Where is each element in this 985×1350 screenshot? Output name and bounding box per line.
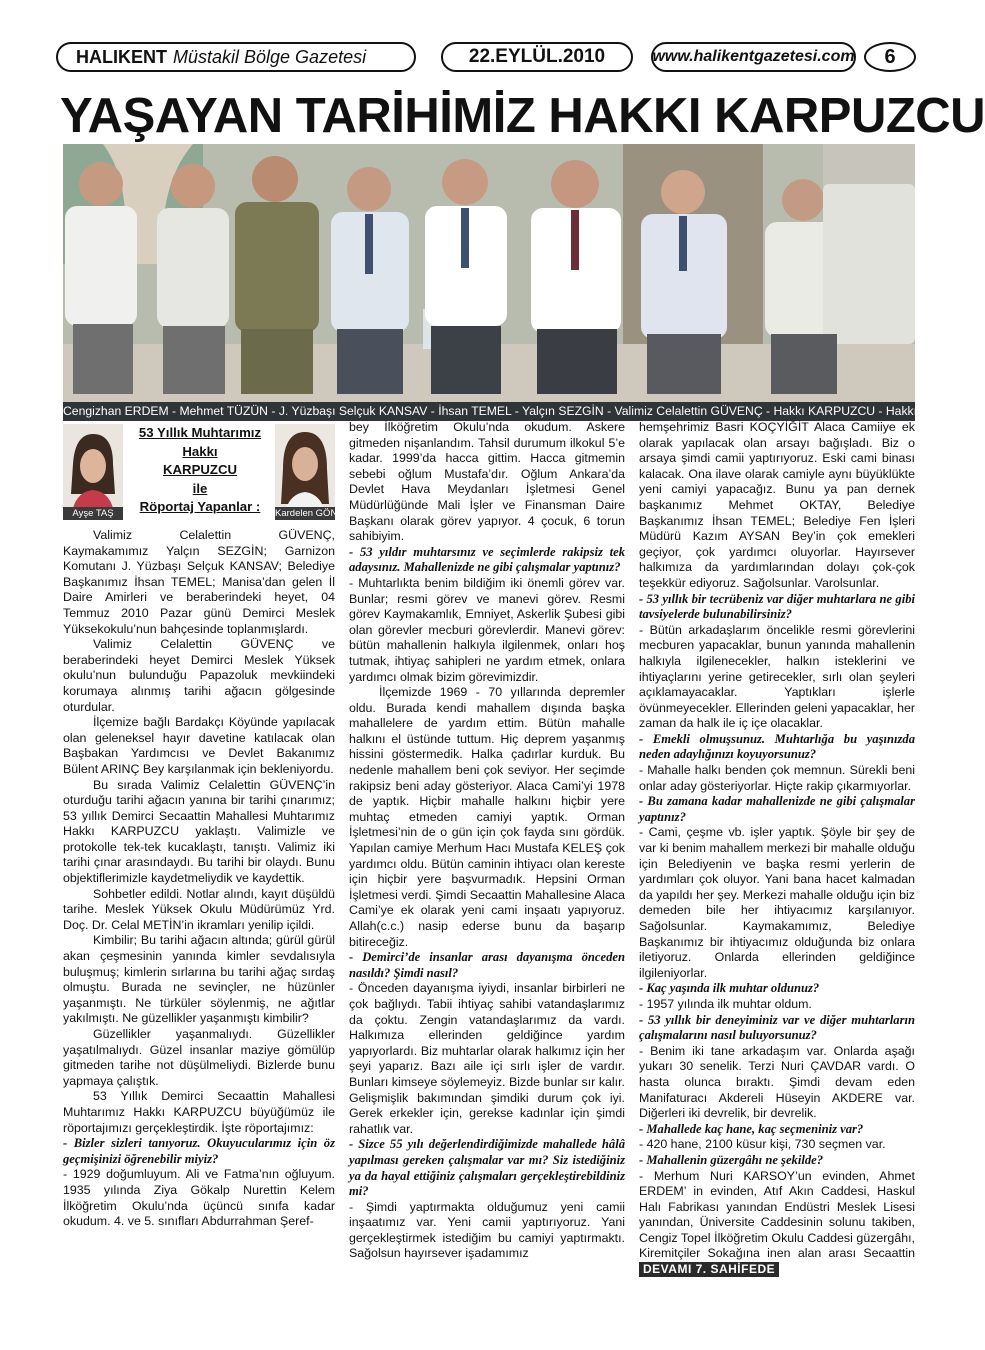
- website-link[interactable]: www.halikentgazetesi.com: [651, 42, 856, 72]
- article-paragraph: Bu sırada Valimiz Celalettin GÜVENÇ’in oturduğu tarihi ağacın yanına bir tarihi çınarımız; 53 yıllık Demirci Secaattin Mahallesi Muhtarımız Hakkı KARPUZCU yaklaştı. Valimizle ve protokolle tek-tek kucaklaştı, tanıştı. Valimiz iki tarihi çınar arasındaydı. Bu tarihi bir olaydı. Bunu objektiflerimizle kaydetmeliydik ve kaydettik.: [63, 777, 335, 886]
- interview-question: - Emekli olmuşsunuz. Muhtarlığa bu yaşınızda neden adaylığınızı koyuyorsunuz?: [639, 731, 915, 762]
- masthead: [56, 42, 916, 78]
- interview-title-line: ile: [192, 480, 208, 496]
- reporter-name-left: Ayşe TAŞ: [63, 507, 123, 520]
- article-paragraph: hemşehrimiz Basri KOÇYİĞİT Alaca Camiiye ek olarak yapılacak olan arsayı bağışladı. Biz o arsaya şimdi camii yaptırıyoruz. Eski cami binası kalacak. Ona ilave olarak camiyle aynı büyüklükte yeni camiyi yapacağız. Bunu ya pan dernek başkanımız Mehmet OKTAY, Belediye Başkanımız İhsan TEMEL; Belediye Fen İşleri Müdürü Kazım AYSAN Bey’in çok emekleri geçiyor, çok yardımcı oluyorlar. Hayırsever halkımıza da yardımlarından dolayı çok-çok teşekkür ediyoruz. Sağolsunlar. Varolsunlar.: [639, 420, 915, 590]
- article-paragraph: - Muhtarlıkta benim bildiğim iki önemli görev var. Bunlar; resmi görev ve manevi görev. Resmi görev Kaymakamlık, Emniyet, Askerlik Şubesi gibi olan görevler mecburi görevlerdir. Manevi görev: bütün mahallenin halkıyla ilgilenmek, onları hoş tutmak, ihtiyaç sahipleri ne yardım etmek, onlara yardımcı olmak bizim görevimizdir.: [349, 575, 625, 684]
- article-paragraph: - 1957 yılında ilk muhtar oldum.: [639, 996, 812, 1011]
- interview-title-line: KARPUZCU: [163, 462, 237, 477]
- article-paragraph: Güzellikler yaşanmalıydı. Güzellikler yaşatılmalıydı. Güzel insanlar maziye gömülüp gitmeden tarihe not düşülmeliydi. Bizlerde bunu yapmaya çalıştık.: [63, 1027, 335, 1088]
- interview-title-line: Röportaj Yapanlar :: [139, 499, 261, 514]
- issue-date: 22.EYLÜL.2010: [441, 42, 633, 72]
- interview-question: - Bu zamana kadar mahallenizde ne gibi çalışmalar yaptınız?: [639, 794, 915, 824]
- article-paragraph: İlçemize bağlı Bardakçı Köyünde yapılacak olan geleneksel hayır davetine katılacak olan Başbakan Yardımcısı ve Devlet Bakanımız Bülent ARINÇ Bey karşılanmak için bekleniyordu.: [63, 715, 335, 776]
- photo-caption: Cengizhan ERDEM - Mehmet TÜZÜN - J. Yüzbaşı Selçuk KANSAV - İhsan TEMEL - Yalçın SEZGİN - Valimiz Celalettin GÜVENÇ - Hakkı KARPUZCU - Hakkı ARGUN: [63, 402, 915, 421]
- reporter-portrait-icon: [63, 424, 123, 520]
- interview-question: - Kaç yaşında ilk muhtar oldunuz?: [639, 981, 820, 996]
- interview-title: [127, 424, 273, 517]
- headline: YAŞAYAN TARİHİMİZ HAKKI KARPUZCU: [60, 89, 985, 143]
- article-paragraph: - Mahalle halkı benden çok memnun. Sürekli beni onlar aday gösteriyorlar. Hiçte rakip çıkarmıyorlar.: [639, 763, 915, 793]
- reporter-portrait-icon: [275, 424, 350, 520]
- interview-question: - 53 yıllık bir deneyiminiz var ve diğer muhtarların çalışmalarını nasıl buluyorsunuz?: [639, 1012, 915, 1043]
- article-paragraph: - Merhum Nuri KARSOY’un evinden, Ahmet ERDEM’ in evinden, Atıf Akın Caddesi, Haskul Halı Fabrikası yanından Endüstri Meslek Lisesi yanından, Üniversite Caddesinin solunu takiben, Cengiz Topel İlköğretim Okulu Caddesi güzergâhı, Kiremitçiler Sokağına inen alan arası Secaattin DEVAMI 7. SAHİFEDE: [639, 1168, 915, 1277]
- article-paragraph: bey İlköğretim Okulu’nda okudum. Askere gitmeden nişanlandım. Tahsil durumum ilkokul 5’e kadar. 1999’da hacca gittim. Hacca gitmemin sebebi oğlum Mustafa’dır. Oğlum Ankara’da Devlet Hava Meydanları İşletmesi Genel Müdürlüğünde Mali İşler ve Finansman Daire Başkanı olarak görev yapıyor. 4 çocuk, 6 torun sahibiyim.: [349, 420, 625, 544]
- article-paragraph: Valimiz Celalettin GÜVENÇ, Kaymakamımız Yalçın SEZGİN; Garnizon Komutanı J. Yüzbaşı Selçuk KANSAV; Belediye Başkanımız İhsan TEMEL; Manisa’dan gelen İl Daire Amirleri ve beraberindeki heyet, 04 Temmuz 2010 Pazar günü Demirci Meslek Yüksekokulu’nun bahçesinde toplanmışlardı.: [63, 528, 335, 636]
- interview-question: - Mahallenin güzergâhı ne şekilde?: [639, 1152, 824, 1167]
- article-column-3: [639, 420, 915, 1278]
- article-paragraph: - Cami, çeşme vb. işler yaptık. Şöyle bir şey de var ki benim mahallem merkezi bir mahalle olduğu için Belediyenin ve başka resmi yerlerin de yardımları çok oluyor. Yani bana hacet kalmadan da yapıldı her şey. Merkezi mahalle olduğu için biz demeden bile her ihtiyacımız karşılanıyor. Sağolsunlar. Kaymakamımız, Belediye Başkanımız bir ihtiyacımız olduğunda biz onlara iletiyoruz. Onlarda ellerinden geldiğince ilgileniyorlar.: [639, 825, 915, 980]
- reporter-photo-right: [275, 424, 350, 520]
- interview-question: - 53 yıldır muhtarsınız ve seçimlerde rakipsiz tek adaysınız. Mahallenizde ne gibi çalışmalar yaptınız?: [349, 544, 625, 575]
- paper-name: HALIKENT: [76, 46, 167, 67]
- article-paragraph: Kimbilir; Bu tarihi ağacın altında; gürül gürül akan çeşmesinin yanında kimler sevdalısıyla buluşmuş; kimlerin sırlarına bu tarihi ağaç sırdaş olmuştu. Burada ne sevinçler, ne hüzünler yaşanmıştı. Ne türküler söylenmiş, ne ağıtlar yakılmıştı. Ne güzellikler yaşanmıştı kimbilir?: [63, 933, 335, 1026]
- interview-question: - Demirci’de insanlar arası dayanışma önceden nasıldı? Şimdi nasıl?: [349, 950, 625, 980]
- page-number: 6: [864, 42, 916, 72]
- article-paragraph: - Bütün arkadaşlarım öncelikle resmi görevlerini mecburen yapacaklar, bunun yanında mahallenin halkıyla ilgilenecekler, halkın isteklerini ve ihtiyaçlarını yerine getirecekler, sırlı olan şeyleri açıklamayacaklar. Yaptıkları işlerle övünmeyecekler. Ellerinden geleni yapacaklar, her zaman da halk ile iç içe olacaklar.: [639, 622, 915, 731]
- article-paragraph: İlçemizde 1969 - 70 yıllarında depremler oldu. Burada kendi mahallem dışında başka mahallelere de yardım ettim. Bütün mahalle halkını el üstünde tuttum. Hiç deprem yaşanmış hissini göstermedik. Halka çadırlar kurduk. Bu nedenle mahallem beni çok seviyor. Her seçimde rakipsiz beni aday gösteriyor. Alaca Cami’yi 1978 de yaptık. Hiçbir mahalle halkını hiçbir yere muhtaç etmeden camiyi yaptık. Orman İşletmesi’nin de o gün için çok fayda sını gördük. Yapılan camiye Merhum Hacı Mustafa KELEŞ çok yardımcı oldu. Bütün caminin ihtiyacı olan kereste için hiçbir yere başvurmadık. Hepsini Orman İşletmesi verdi. Şimdi Secaattin Mahallesine Alaca Cami’ye ek olarak yeni cami inşaatı yapıyoruz. Allah(c.c.) nasip ederse bunu da başarıp bitireceğiz.: [349, 685, 625, 949]
- group-photo-illustration: [63, 144, 915, 402]
- interview-question: - Mahallede kaç hane, kaç seçmeniniz var?: [639, 1121, 864, 1136]
- reporter-photo-left: [63, 424, 123, 520]
- group-photo: [63, 144, 915, 402]
- article-paragraph: 53 Yıllık Demirci Secaattin Mahallesi Muhtarımız Hakkı KARPUZCU büyüğümüz ile röportajımızı gerçekleştirdik. İşte röportajımız:: [63, 1089, 335, 1135]
- article-paragraph: Valimiz Celalettin GÜVENÇ ve beraberindeki heyet Demirci Meslek Yüksek okulu’nun bulunduğu Papazoluk mevkiindeki korumaya alınmış tarihi ağacın gölgesinde oturdular.: [63, 637, 335, 714]
- article-paragraph: - 420 hane, 2100 küsur kişi, 730 seçmen var.: [639, 1137, 886, 1152]
- interview-credit-box: [63, 420, 350, 524]
- article-paragraph: Sohbetler edildi. Notlar alındı, kayıt düşüldü tarihe. Meslek Yüksek Okulu Müdürümüz Yrd. Doç. Dr. Celal METİN’in ikramları yenilip içildi.: [63, 886, 335, 932]
- interview-title-line: Hakkı: [182, 443, 218, 459]
- interview-title-line: 53 Yıllık Muhtarımız: [138, 425, 262, 440]
- interview-question: - 53 yıllık bir tecrübeniz var diğer muhtarlara ne gibi tavsiyelerde bulunabilirsiniz?: [639, 591, 915, 622]
- article-paragraph: - Önceden dayanışma iyiydi, insanlar birbirleri ne çok bağlıydı. Tabii ihtiyaç sahibi vatandaşlarımız da çoktu. Zengin vatandaşlarımız da vardı. Halkımıza ellerinden geldiğince yardım yapıyorlardı. Biz muhtarlar olarak halkımız için her şeyi yaparız. Bazı aile içi sırlı işler de vardır. Bunları kimseye söylemeyiz. Bizde bunlar sır kalır. Gelişmişlik bakımından şimdiki durum çok iyi. Gerek erkekler için, gerekse kadınlar için şimdi rahatlık var.: [349, 981, 625, 1136]
- article-paragraph: - 1929 doğumluyum. Ali ve Fatma’nın oğluyum. 1935 yılında Ziya Gökalp Nurettin Kelem İlköğretim Okulu’nda üçüncü sınıfa kadar okudum. 4. ve 5. sınıfları Abdurrahman Şeref-: [63, 1167, 335, 1229]
- article-column-2: [349, 420, 625, 1262]
- paper-name-box: [56, 42, 416, 72]
- article-paragraph: - Benim iki tane arkadaşım var. Onlarda aşağı yukarı 30 senelik. Terzi Nuri ÇAVDAR vardı. O hasta olunca bıraktı. Şimdi devam eden Manifaturacı Akdereli Hüseyin AKDERE var. Diğerleri iki devrelik, bir devrelik.: [639, 1043, 915, 1121]
- article-paragraph: - Şimdi yaptırmakta olduğumuz yeni camii inşaatımız var. Yeni camii yaptırıyoruz. Yani gerçekleştirmek istediğim bu camiyi yaptırmaktı. Sağolsun hayırsever işadamımız: [349, 1199, 625, 1261]
- interview-question: - Sizce 55 yılı değerlendirdiğimizde mahallede hâlâ yapılması gereken çalışmalar var mı? Siz istediğiniz ya da hayal ettiğiniz çalışmaları gerçekleştirebildiniz mi?: [349, 1137, 625, 1199]
- paper-tagline: Müstakil Bölge Gazetesi: [173, 46, 367, 67]
- reporter-name-right: Kardelen GÖNÜL: [275, 508, 350, 519]
- interview-question: - Bizler sizleri tanıyoruz. Okuyucularımız için öz geçmişinizi öğrenebilir miyiz?: [63, 1136, 335, 1166]
- article-column-1: [63, 528, 335, 1230]
- continued-on-page-7-badge[interactable]: DEVAMI 7. SAHİFEDE: [639, 1262, 779, 1277]
